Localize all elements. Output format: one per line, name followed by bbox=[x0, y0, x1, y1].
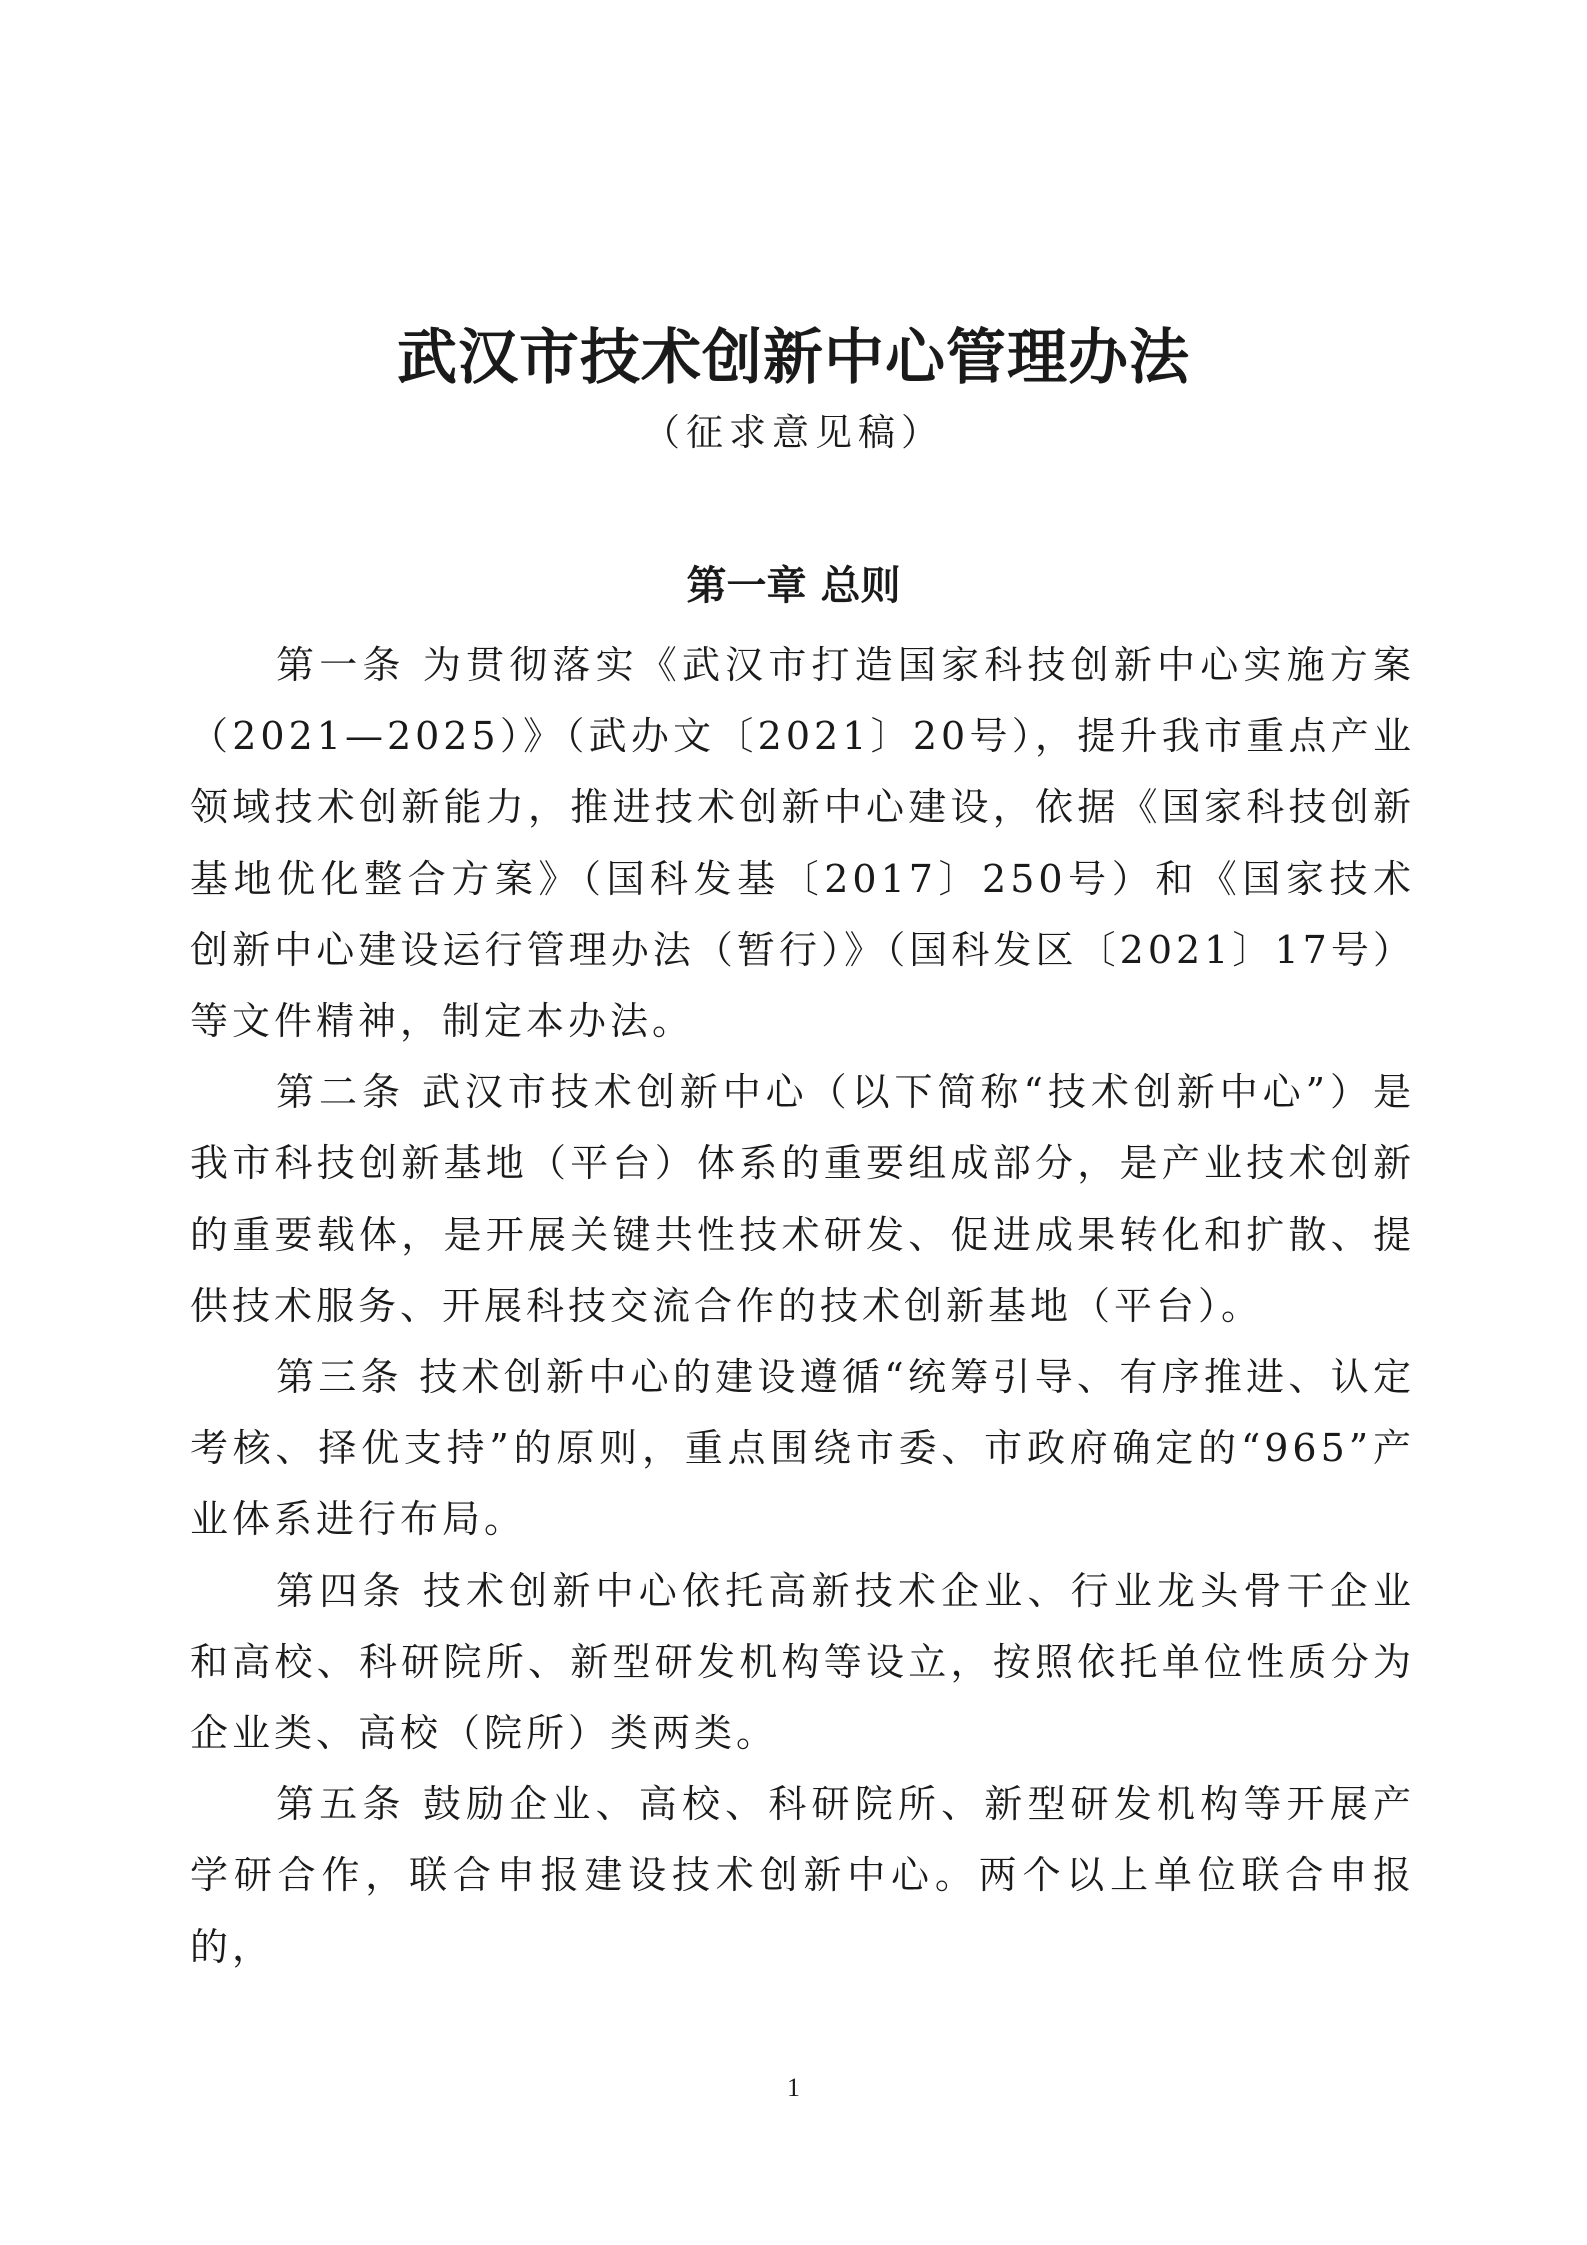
article-1-paragraph: 第一条 为贯彻落实《武汉市打造国家科技创新中心实施方案（2021—2025）》（武办文〔2021〕20号），提升我市重点产业领域技术创新能力，推进技术创新中心建设，依据《国家科技创新基地优化整合方案》（国科发基〔2017〕250号）和《国家技术创新中心建设运行管理办法（暂行）》（国科发区〔2021〕17号）等文件精神，制定本办法。 bbox=[190, 643, 1415, 1044]
page-number: 1 bbox=[787, 2073, 800, 2102]
article-5-paragraph: 第五条 鼓励企业、高校、科研院所、新型研发机构等开展产学研合作，联合申报建设技术创新中心。两个以上单位联合申报的， bbox=[190, 1782, 1415, 1969]
article-4-paragraph: 第四条 技术创新中心依托高新技术企业、行业龙头骨干企业和高校、科研院所、新型研发机构等设立，按照依托单位性质分为企业类、高校（院所）类两类。 bbox=[190, 1568, 1415, 1756]
document-body bbox=[190, 630, 1415, 1983]
chapter-heading: 第一章 总则 bbox=[686, 563, 901, 609]
article-3-paragraph: 第三条 技术创新中心的建设遵循“统筹引导、有序推进、认定考核、择优支持”的原则，重点围绕市委、市政府确定的“965”产业体系进行布局。 bbox=[190, 1355, 1415, 1542]
document-title: 武汉市技术创新中心管理办法 bbox=[397, 323, 1190, 393]
article-2-paragraph: 第二条 武汉市技术创新中心（以下简称“技术创新中心”）是我市科技创新基地（平台）体系的重要组成部分，是产业技术创新的重要载体，是开展关键共性技术研发、促进成果转化和扩散、提供技术服务、开展科技交流合作的技术创新基地（平台）。 bbox=[190, 1070, 1415, 1328]
document-subtitle: （征求意见稿） bbox=[643, 411, 944, 454]
